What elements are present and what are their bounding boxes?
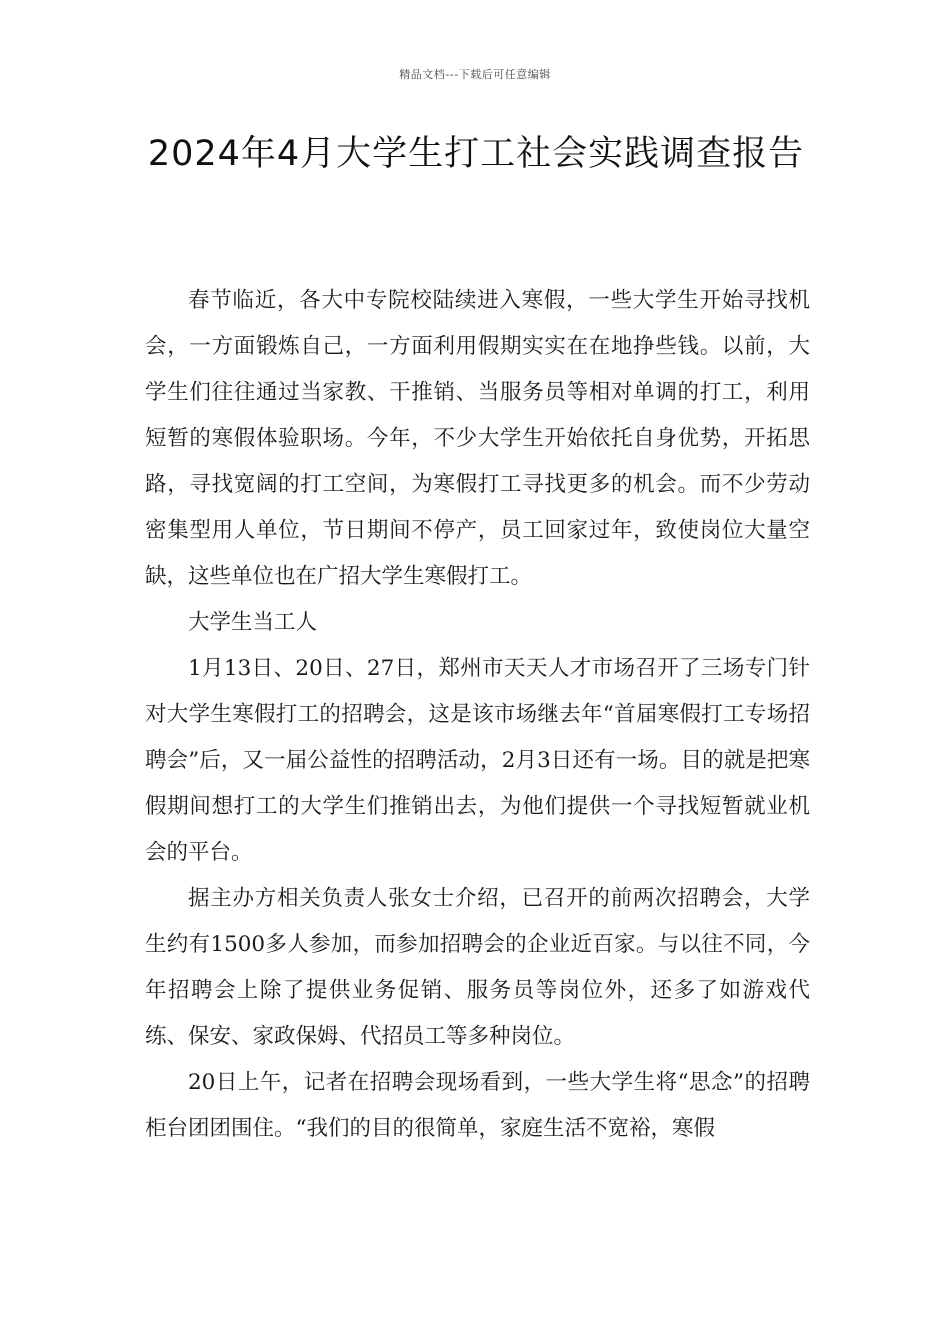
- paragraph-reporter: 20日上午，记者在招聘会现场看到，一些大学生将“思念”的招聘柜台团团围住。“我们的目的很简单，家庭生活不宽裕，寒假: [145, 1070, 810, 1141]
- document-title: 2024年4月大学生打工社会实践调查报告: [147, 134, 805, 174]
- section-heading: 大学生当工人: [188, 610, 318, 635]
- document-body: [145, 278, 810, 1152]
- header-note: 精品文档---下载后可任意编辑: [399, 68, 551, 81]
- paragraph-organizer: 据主办方相关负责人张女士介绍，已召开的前两次招聘会，大学生约有1500多人参加，而参加招聘会的企业近百家。与以往不同，今年招聘会上除了提供业务促销、服务员等岗位外，还多了如游戏代练、保安、家政保姆、代招员工等多种岗位。: [145, 886, 810, 1049]
- paragraph-intro: 春节临近，各大中专院校陆续进入寒假，一些大学生开始寻找机会，一方面锻炼自己，一方面利用假期实实在在地挣些钱。以前，大学生们往往通过当家教、干推销、当服务员等相对单调的打工，利用短暂的寒假体验职场。今年，不少大学生开始依托自身优势，开拓思路，寻找宽阔的打工空间，为寒假打工寻找更多的机会。而不少劳动密集型用人单位，节日期间不停产，员工回家过年，致使岗位大量空缺，这些单位也在广招大学生寒假打工。: [145, 288, 810, 589]
- paragraph-job-fair: 1月13日、20日、27日，郑州市天天人才市场召开了三场专门针对大学生寒假打工的招聘会，这是该市场继去年“首届寒假打工专场招聘会”后，又一届公益性的招聘活动，2月3日还有一场。目的就是把寒假期间想打工的大学生们推销出去，为他们提供一个寻找短暂就业机会的平台。: [145, 656, 810, 865]
